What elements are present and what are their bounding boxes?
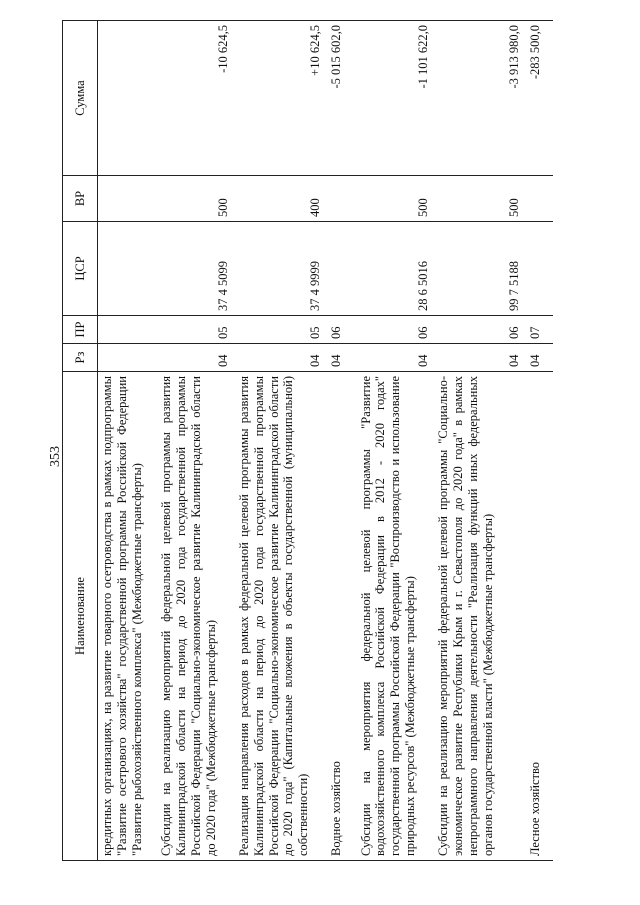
row-pr: 05 [234,316,326,344]
page-number: 353 [48,446,63,467]
row-csr: 99 7 5188 [433,222,525,316]
row-rz: 04 [525,344,553,372]
row-vr: 500 [356,176,434,222]
table-row [156,21,234,861]
row-vr: 500 [433,176,525,222]
row-sum: -10 624,5 [156,21,234,176]
row-sum: -283 500,0 [525,21,553,176]
row-sum: -3 913 980,0 [433,21,525,176]
row-rz: 04 [356,344,434,372]
column-header-vr: ВР [63,176,98,222]
table-row [326,21,356,861]
row-vr [326,176,356,222]
row-sum: -5 015 602,0 [326,21,356,176]
row-csr: 28 6 5016 [356,222,434,316]
table-row [525,21,553,861]
column-header-rz: Рз [63,344,98,372]
row-name: Субсидии на реализацию мероприятий федеральной целевой программы развития Калининградской области на период до 2020 года государственной программы Российской Федерации "Социально-экономическое развитие Калининградской области до 2020 года" (Межбюджетные трансферты) [156,372,234,861]
row-pr: 06 [433,316,525,344]
row-csr [525,222,553,316]
row-pr: 06 [326,316,356,344]
row-name: кредитных организациях, на развитие товарного осетроводства в рамках подпрограммы "Развитие осетрового хозяйства" государственной программы Российской Федерации "Развитие рыбохозяйственного комплекса" (Межбюджетные трансферты) [98,372,157,861]
column-header-sum: Сумма [63,21,98,176]
row-name: Субсидии на реализацию мероприятий федеральной целевой программы "Социально-экономическое развитие Республики Крым и г. Севастополя до 2020 года" в рамках непрограммного направления деятельности "Реализация функций иных федеральных органов государственной власти" (Межбюджетные трансферты) [433,372,525,861]
table-header-row [63,21,98,861]
row-csr: 37 4 9999 [234,222,326,316]
table-row [356,21,434,861]
row-name: Субсидии на мероприятия федеральной целевой программы "Развитие водохозяйственного комплекса Российской Федерации в 2012 - 2020 годах" государственной программы Российской Федерации "Воспроизводство и использование природных ресурсов" (Межбюджетные трансферты) [356,372,434,861]
row-rz: 04 [326,344,356,372]
table-row [98,21,157,861]
row-pr: 06 [356,316,434,344]
row-vr [525,176,553,222]
table-row [234,21,326,861]
row-sum: -1 101 622,0 [356,21,434,176]
column-header-pr: ПР [63,316,98,344]
row-rz [98,344,157,372]
row-name: Реализация направления расходов в рамках федеральной целевой программы развития Калининградской области на период до 2020 года государственной программы Российской Федерации "Социально-экономическое развитие Калининградской области до 2020 года" (Капитальные вложения в объекты государственной (муниципальной) собственности) [234,372,326,861]
row-pr: 07 [525,316,553,344]
row-pr: 05 [156,316,234,344]
row-csr [326,222,356,316]
row-csr [98,222,157,316]
row-vr [98,176,157,222]
row-sum: +10 624,5 [234,21,326,176]
column-header-name: Наименование [63,372,98,861]
row-vr: 500 [156,176,234,222]
table-row [433,21,525,861]
row-rz: 04 [234,344,326,372]
row-rz: 04 [433,344,525,372]
row-vr: 400 [234,176,326,222]
row-pr [98,316,157,344]
row-name: Лесное хозяйство [525,372,553,861]
row-name: Водное хозяйство [326,372,356,861]
row-rz: 04 [156,344,234,372]
column-header-csr: ЦСР [63,222,98,316]
row-csr: 37 4 5099 [156,222,234,316]
budget-table [62,20,553,861]
row-sum [98,21,157,176]
